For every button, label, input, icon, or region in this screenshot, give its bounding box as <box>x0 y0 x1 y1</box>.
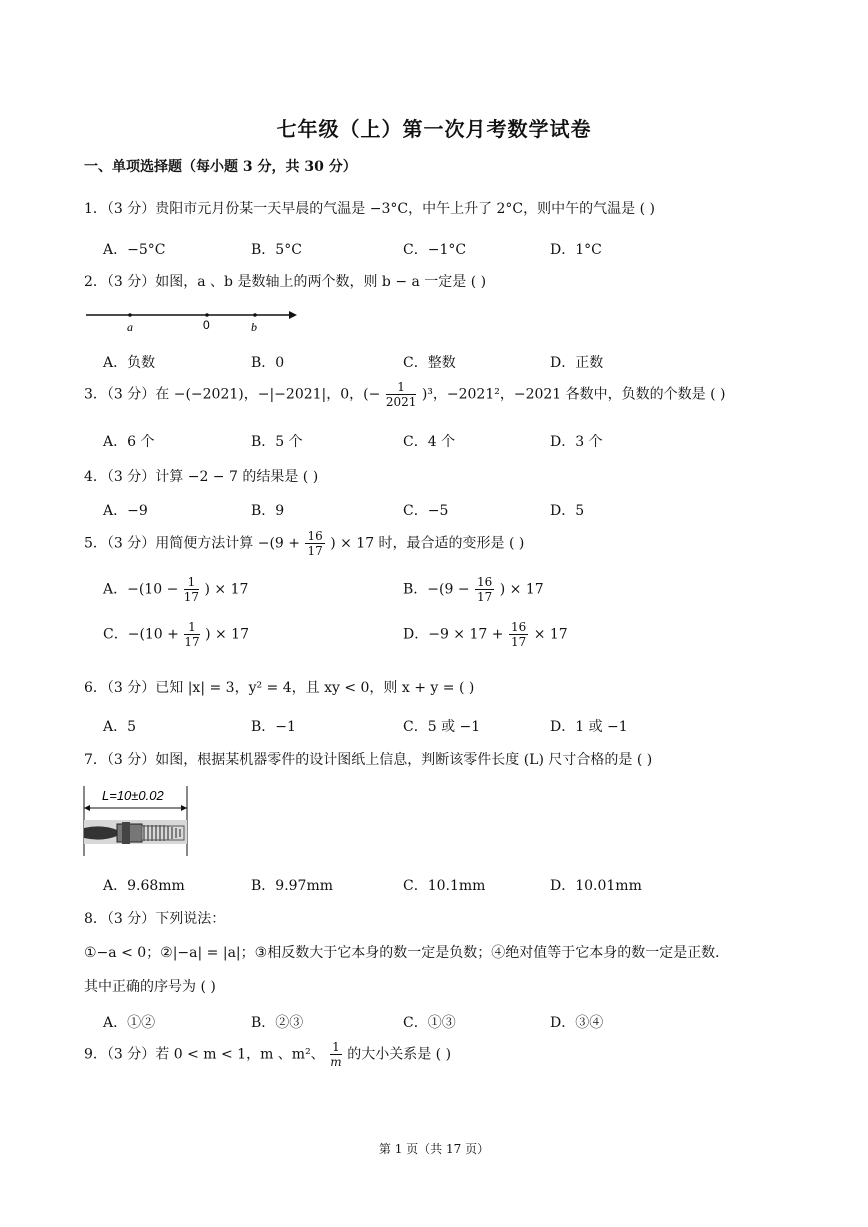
q4-option-b[interactable]: B．9 <box>251 503 285 519</box>
q3-frac-den: 2021 <box>385 395 417 409</box>
q5-fraction <box>305 529 324 558</box>
figure-dimension-label: L=10±0.02 <box>102 788 164 803</box>
q3-option-b[interactable]: B．5 个 <box>251 434 303 450</box>
page-footer: 第 1 页（共 17 页） <box>378 1142 490 1156</box>
q6-option-b[interactable]: B．−1 <box>251 719 296 735</box>
q9-fraction <box>330 1040 342 1069</box>
question-4: 4．（3 分）计算 −2 − 7 的结果是 ( ) <box>84 469 319 485</box>
q3-option-a[interactable]: A．6 个 <box>103 434 155 450</box>
q5-optC-num: 1 <box>184 620 199 635</box>
q2-option-a[interactable]: A．负数 <box>103 355 156 371</box>
q5-frac-den: 17 <box>307 544 323 558</box>
q5-optB-den: 17 <box>477 590 493 604</box>
q5-optC-fraction <box>184 620 199 649</box>
q5-optA-part2: ) × 17 <box>204 581 249 598</box>
q5-optB-part2: ) × 17 <box>499 581 544 598</box>
q5-optA-den: 17 <box>183 590 200 604</box>
page-title: 七年级（上）第一次月考数学试卷 <box>276 117 592 141</box>
q5-option-c[interactable] <box>103 620 249 649</box>
q3-option-d[interactable]: D．3 个 <box>550 434 603 450</box>
question-8: 8．（3 分）下列说法： <box>84 911 226 927</box>
axis-label-a: a <box>127 320 133 334</box>
q4-option-d[interactable]: D．5 <box>550 503 585 519</box>
q3-text-part1: 3．（3 分）在 −(−2021)，−|−2021|，0，(− <box>84 386 381 403</box>
q2-option-c[interactable]: C．整数 <box>403 355 456 371</box>
question-5 <box>84 529 524 558</box>
q9-frac-den: m <box>330 1055 342 1069</box>
q3-option-c[interactable]: C．4 个 <box>403 434 456 450</box>
q9-text-part2: 的大小关系是 ( ) <box>347 1046 452 1063</box>
q5-frac-num: 16 <box>307 529 323 543</box>
number-line-figure <box>84 303 299 335</box>
machine-part-figure <box>82 784 192 858</box>
q5-text-part2: ) × 17 时，最合适的变形是 ( ) <box>330 535 525 552</box>
q9-text-part1: 9．（3 分）若 0 < m < 1，m 、m²、 <box>84 1046 325 1063</box>
q7-option-b[interactable]: B．9.97mm <box>251 878 334 894</box>
question-2: 2．（3 分）如图，a 、b 是数轴上的两个数，则 b − a 一定是 ( ) <box>84 274 487 290</box>
q5-optD-den: 17 <box>510 635 527 649</box>
question-3 <box>84 380 726 409</box>
q5-optA-num: 1 <box>184 575 199 590</box>
q5-optB-num: 16 <box>477 575 493 589</box>
q7-option-d[interactable]: D．10.01mm <box>550 878 642 894</box>
q2-option-d[interactable]: D．正数 <box>550 355 604 371</box>
q8-option-b[interactable]: B．②③ <box>251 1015 304 1031</box>
q4-option-a[interactable]: A．−9 <box>103 503 148 519</box>
q6-option-d[interactable]: D．1 或 −1 <box>550 719 628 735</box>
q8-prompt: 其中正确的序号为 ( ) <box>84 979 216 995</box>
question-6: 6．（3 分）已知 |x| = 3，y² = 4，且 xy < 0，则 x + y = ( ) <box>84 680 475 696</box>
q5-optD-fraction <box>509 620 528 649</box>
q5-option-a[interactable] <box>103 575 248 604</box>
q5-optC-part1: C．−(10 + <box>103 626 179 643</box>
q5-text-part1: 5．（3 分）用简便方法计算 −(9 + <box>84 535 300 552</box>
q1-option-c[interactable]: C．−1°C <box>403 242 467 258</box>
q5-optD-part1: D．−9 × 17 + <box>403 626 504 643</box>
q7-option-a[interactable]: A．9.68mm <box>103 878 185 894</box>
q2-option-b[interactable]: B．0 <box>251 355 285 371</box>
q5-optA-fraction <box>184 575 199 604</box>
q5-option-d[interactable] <box>403 620 568 649</box>
q3-fraction <box>386 380 417 409</box>
q6-option-a[interactable]: A．5 <box>103 719 137 735</box>
q8-option-a[interactable]: A．①② <box>103 1015 156 1031</box>
section-heading: 一、单项选择题（每小题 3 分，共 30 分） <box>84 159 357 175</box>
q5-optD-part2: × 17 <box>533 626 568 643</box>
question-1: 1．（3 分）贵阳市元月份某一天早晨的气温是 −3°C，中午上升了 2°C，则中午的气温是 ( ) <box>84 201 655 217</box>
q9-frac-num: 1 <box>332 1040 340 1054</box>
q5-optC-part2: ) × 17 <box>205 626 250 643</box>
axis-label-0: 0 <box>203 318 210 332</box>
question-9 <box>84 1040 451 1069</box>
q5-optA-part1: A．−(10 − <box>103 581 179 598</box>
q3-frac-num: 1 <box>386 380 417 395</box>
q7-option-c[interactable]: C．10.1mm <box>403 878 486 894</box>
q8-statements: ①−a < 0；②|−a| = |a|；③相反数大于它本身的数一定是负数；④绝对值等于它本身的数一定是正数． <box>84 945 730 961</box>
q5-optB-part1: B．−(9 − <box>403 581 470 598</box>
q5-optC-den: 17 <box>184 635 200 649</box>
axis-label-b: b <box>251 320 257 334</box>
q8-option-c[interactable]: C．①③ <box>403 1015 456 1031</box>
q1-option-b[interactable]: B．5°C <box>251 242 302 258</box>
q1-option-d[interactable]: D．1°C <box>550 242 602 258</box>
q5-optD-num: 16 <box>510 620 527 634</box>
q6-option-c[interactable]: C．5 或 −1 <box>403 719 481 735</box>
q4-option-c[interactable]: C．−5 <box>403 503 449 519</box>
q3-text-part2: )³，−2021²，−2021 各数中，负数的个数是 ( ) <box>421 386 726 403</box>
q8-option-d[interactable]: D．③④ <box>550 1015 604 1031</box>
q5-option-b[interactable] <box>403 575 544 604</box>
question-7: 7．（3 分）如图，根据某机器零件的设计图纸上信息，判断该零件长度 (L) 尺寸合格的是 ( ) <box>84 752 653 768</box>
q5-optB-fraction <box>475 575 494 604</box>
q1-option-a[interactable]: A．−5°C <box>103 242 166 258</box>
